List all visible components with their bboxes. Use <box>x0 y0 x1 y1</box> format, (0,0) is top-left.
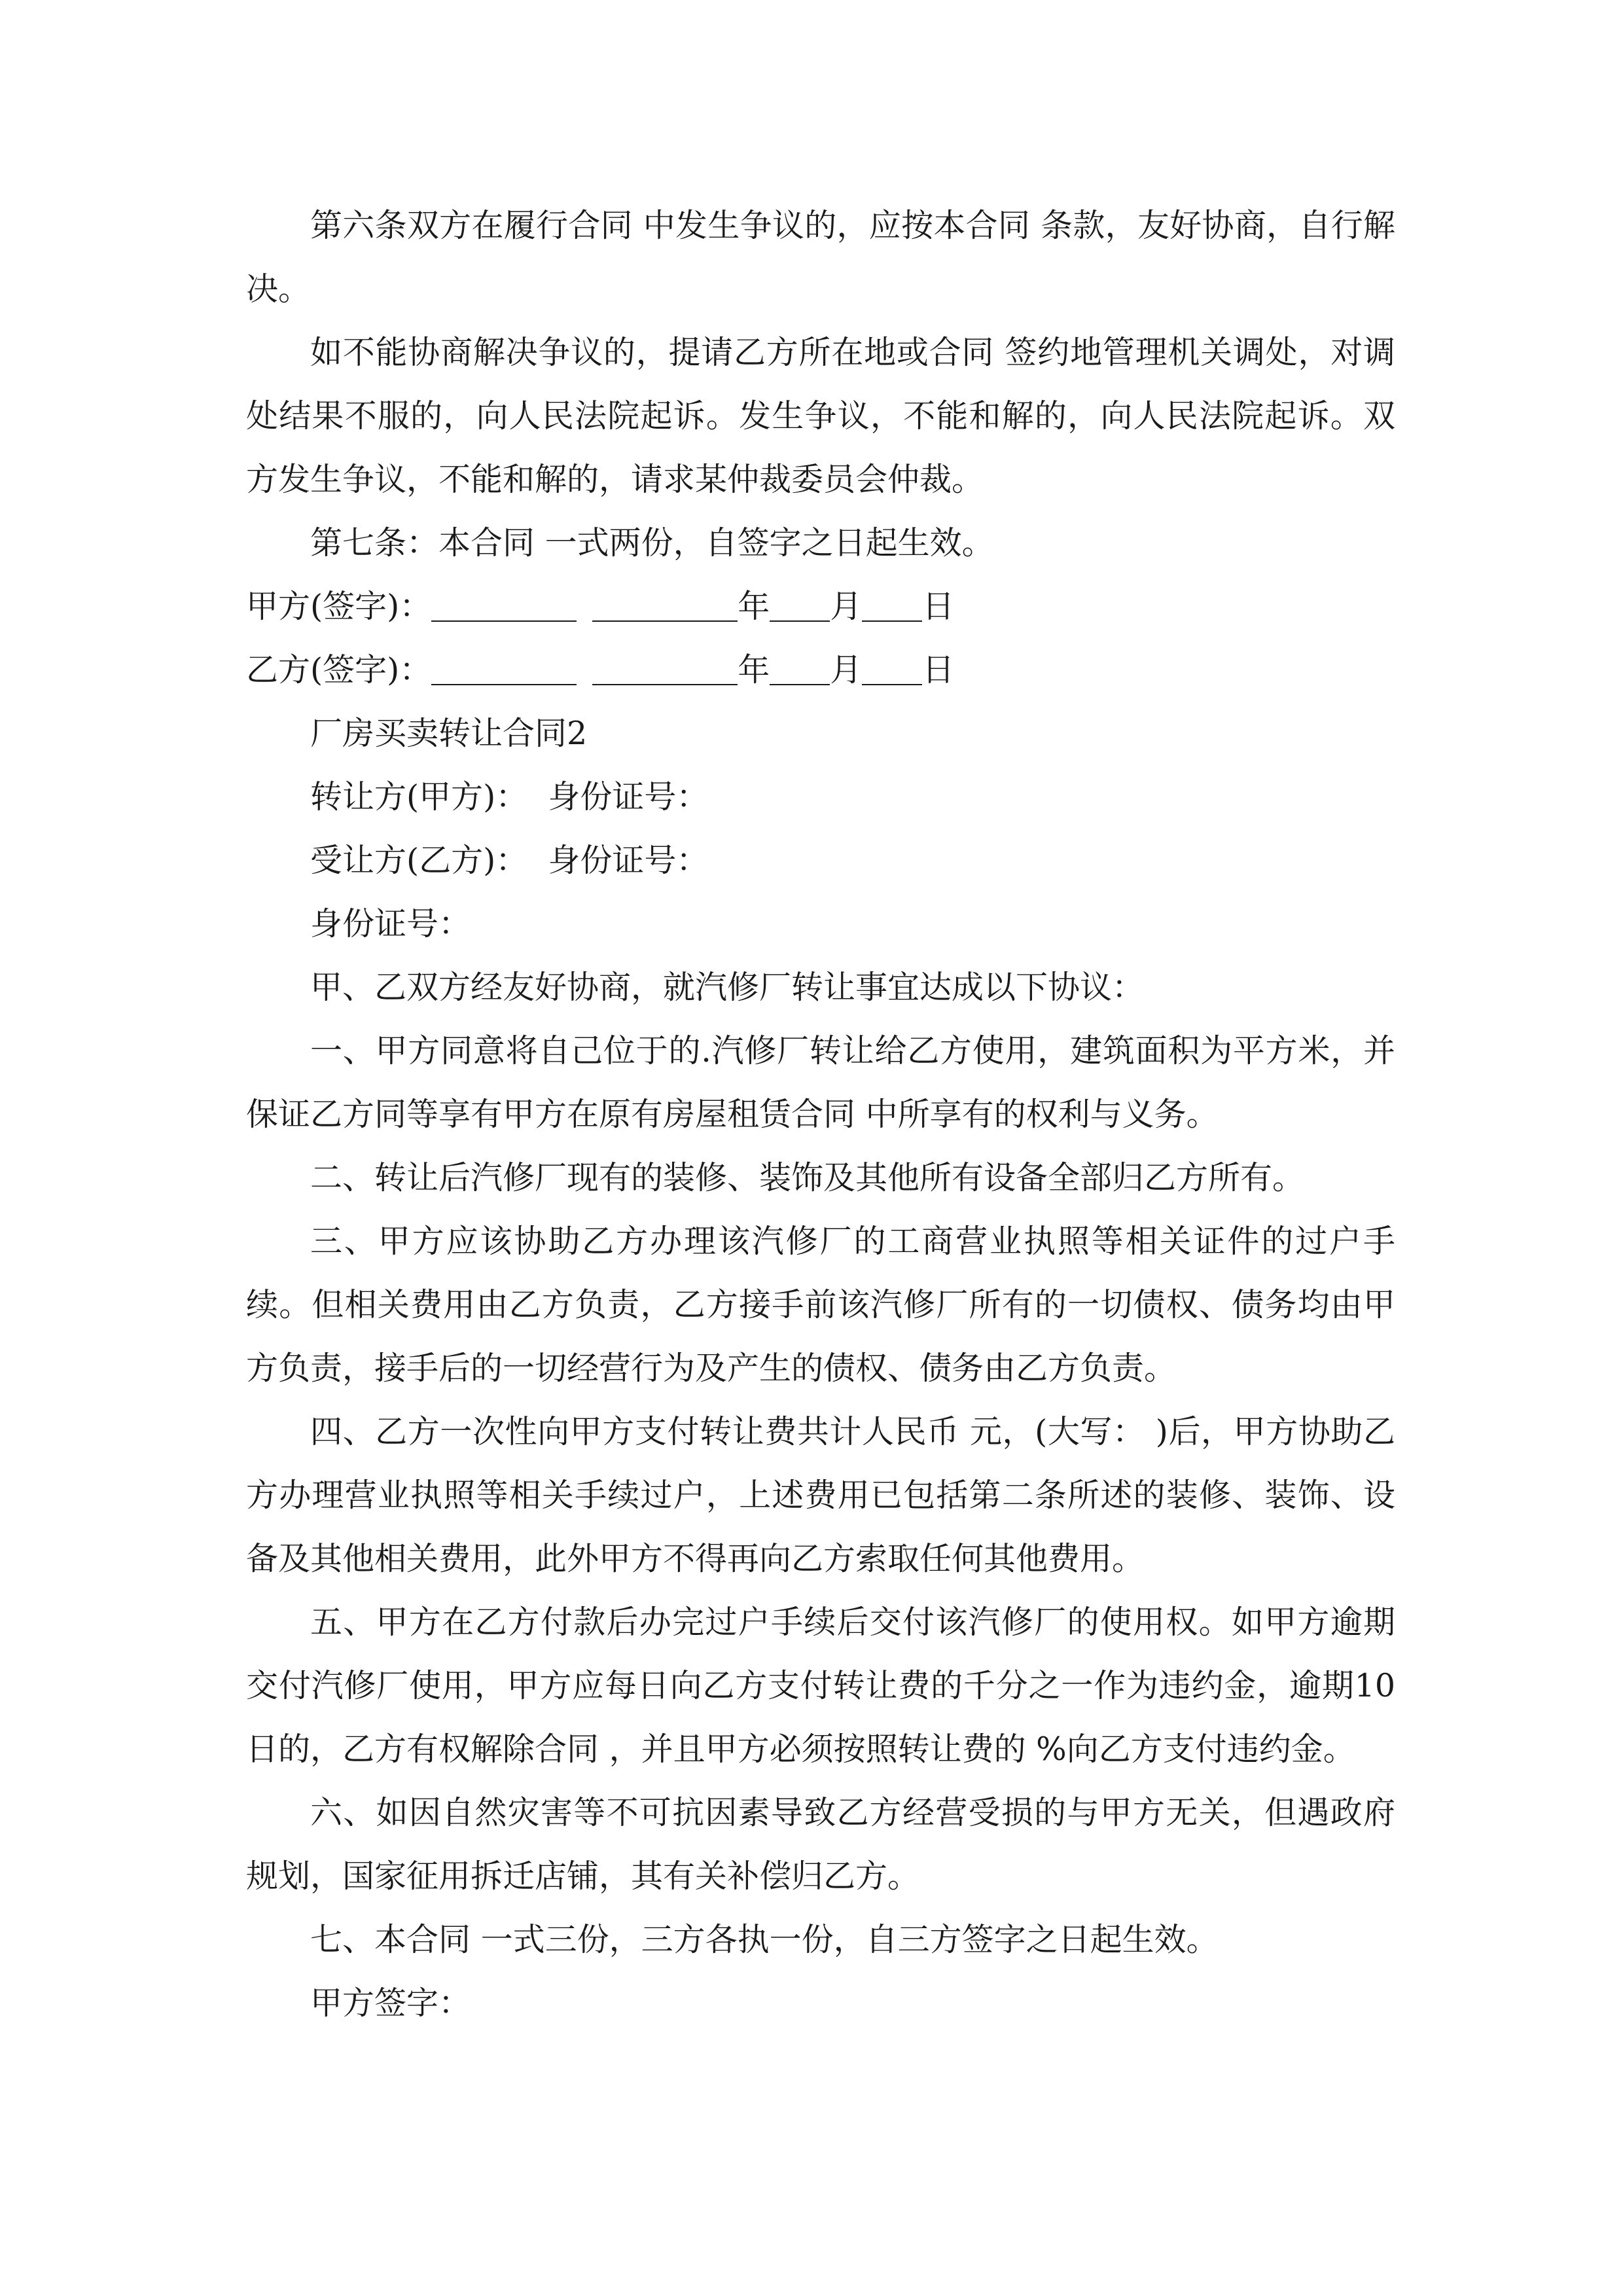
signature-blank <box>431 652 577 685</box>
clause-7: 七、本合同 一式三份，三方各执一份，自三方签字之日起生效。 <box>310 1921 1219 1958</box>
paragraph-article-6: 第六条双方在履行合同 中发生争议的，应按本合同 条款，友好协商，自行解决。 <box>246 207 1395 308</box>
clause-3: 三、甲方应该协助乙方办理该汽修厂的工商营业执照等相关证件的过户手续。但相关费用由乙方负责，乙方接手前该汽修厂所有的一切债权、债务均由甲方负责，接手后的一切经营行为及产生的债权、债务由乙方负责。 <box>246 1223 1395 1387</box>
month-blank <box>770 588 830 622</box>
year-label: 年 <box>738 651 770 689</box>
transferor-line: 转让方(甲方)： 身份证号： <box>310 778 709 816</box>
day-label: 日 <box>922 651 955 689</box>
signature-line-party-b <box>246 638 1395 702</box>
document-body <box>246 194 1395 2035</box>
clause-5: 五、甲方在乙方付款后办完过户手续后交付该汽修厂的使用权。如甲方逾期交付汽修厂使用，甲方应每日向乙方支付转让费的千分之一作为违约金，逾期10日的，乙方有权解除合同 ，并且甲方必须按照转让费的 %向乙方支付违约金。 <box>246 1604 1395 1768</box>
day-blank <box>862 588 922 622</box>
clause-4: 四、乙方一次性向甲方支付转让费共计人民币 元，(大写： )后，甲方协助乙方办理营业执照等相关手续过户，上述费用已包括第二条所述的装修、装饰、设备及其他相关费用，此外甲方不得再向乙方索取任何其他费用。 <box>246 1413 1395 1577</box>
signature-label: 甲方(签字)： <box>246 588 432 625</box>
clause-1: 一、甲方同意将自己位于的.汽修厂转让给乙方使用，建筑面积为平方米，并保证乙方同等享有甲方在原有房屋租赁合同 中所享有的权利与义务。 <box>246 1032 1395 1133</box>
party-a-signature-label: 甲方签字： <box>310 1984 471 2022</box>
transferee-line: 受让方(乙方)： 身份证号： <box>310 842 709 879</box>
month-blank <box>770 652 830 685</box>
signature-line-party-a <box>246 575 1395 638</box>
clause-intro: 甲、乙双方经友好协商，就汽修厂转让事宜达成以下协议： <box>310 969 1145 1006</box>
paragraph-dispute-resolution: 如不能协商解决争议的，提请乙方所在地或合同 签约地管理机关调处，对调处结果不服的，向人民法院起诉。发生争议，不能和解的，向人民法院起诉。双方发生争议，不能和解的，请求某仲裁委员会仲裁。 <box>246 334 1395 498</box>
clause-2: 二、转让后汽修厂现有的装修、装饰及其他所有设备全部归乙方所有。 <box>310 1159 1305 1196</box>
year-label: 年 <box>738 588 770 625</box>
signature-label: 乙方(签字)： <box>246 651 432 689</box>
month-label: 月 <box>830 588 863 625</box>
date-blank <box>592 588 738 622</box>
month-label: 月 <box>830 651 863 689</box>
section-title: 厂房买卖转让合同2 <box>310 715 588 752</box>
signature-blank <box>431 588 577 622</box>
id-number-line: 身份证号： <box>310 905 471 942</box>
clause-6: 六、如因自然灾害等不可抗因素导致乙方经营受损的与甲方无关，但遇政府规划，国家征用拆迁店铺，其有关补偿归乙方。 <box>246 1794 1395 1895</box>
date-blank <box>592 652 738 685</box>
day-label: 日 <box>922 588 955 625</box>
day-blank <box>862 652 922 685</box>
paragraph-article-7: 第七条：本合同 一式两份，自签字之日起生效。 <box>310 524 994 562</box>
